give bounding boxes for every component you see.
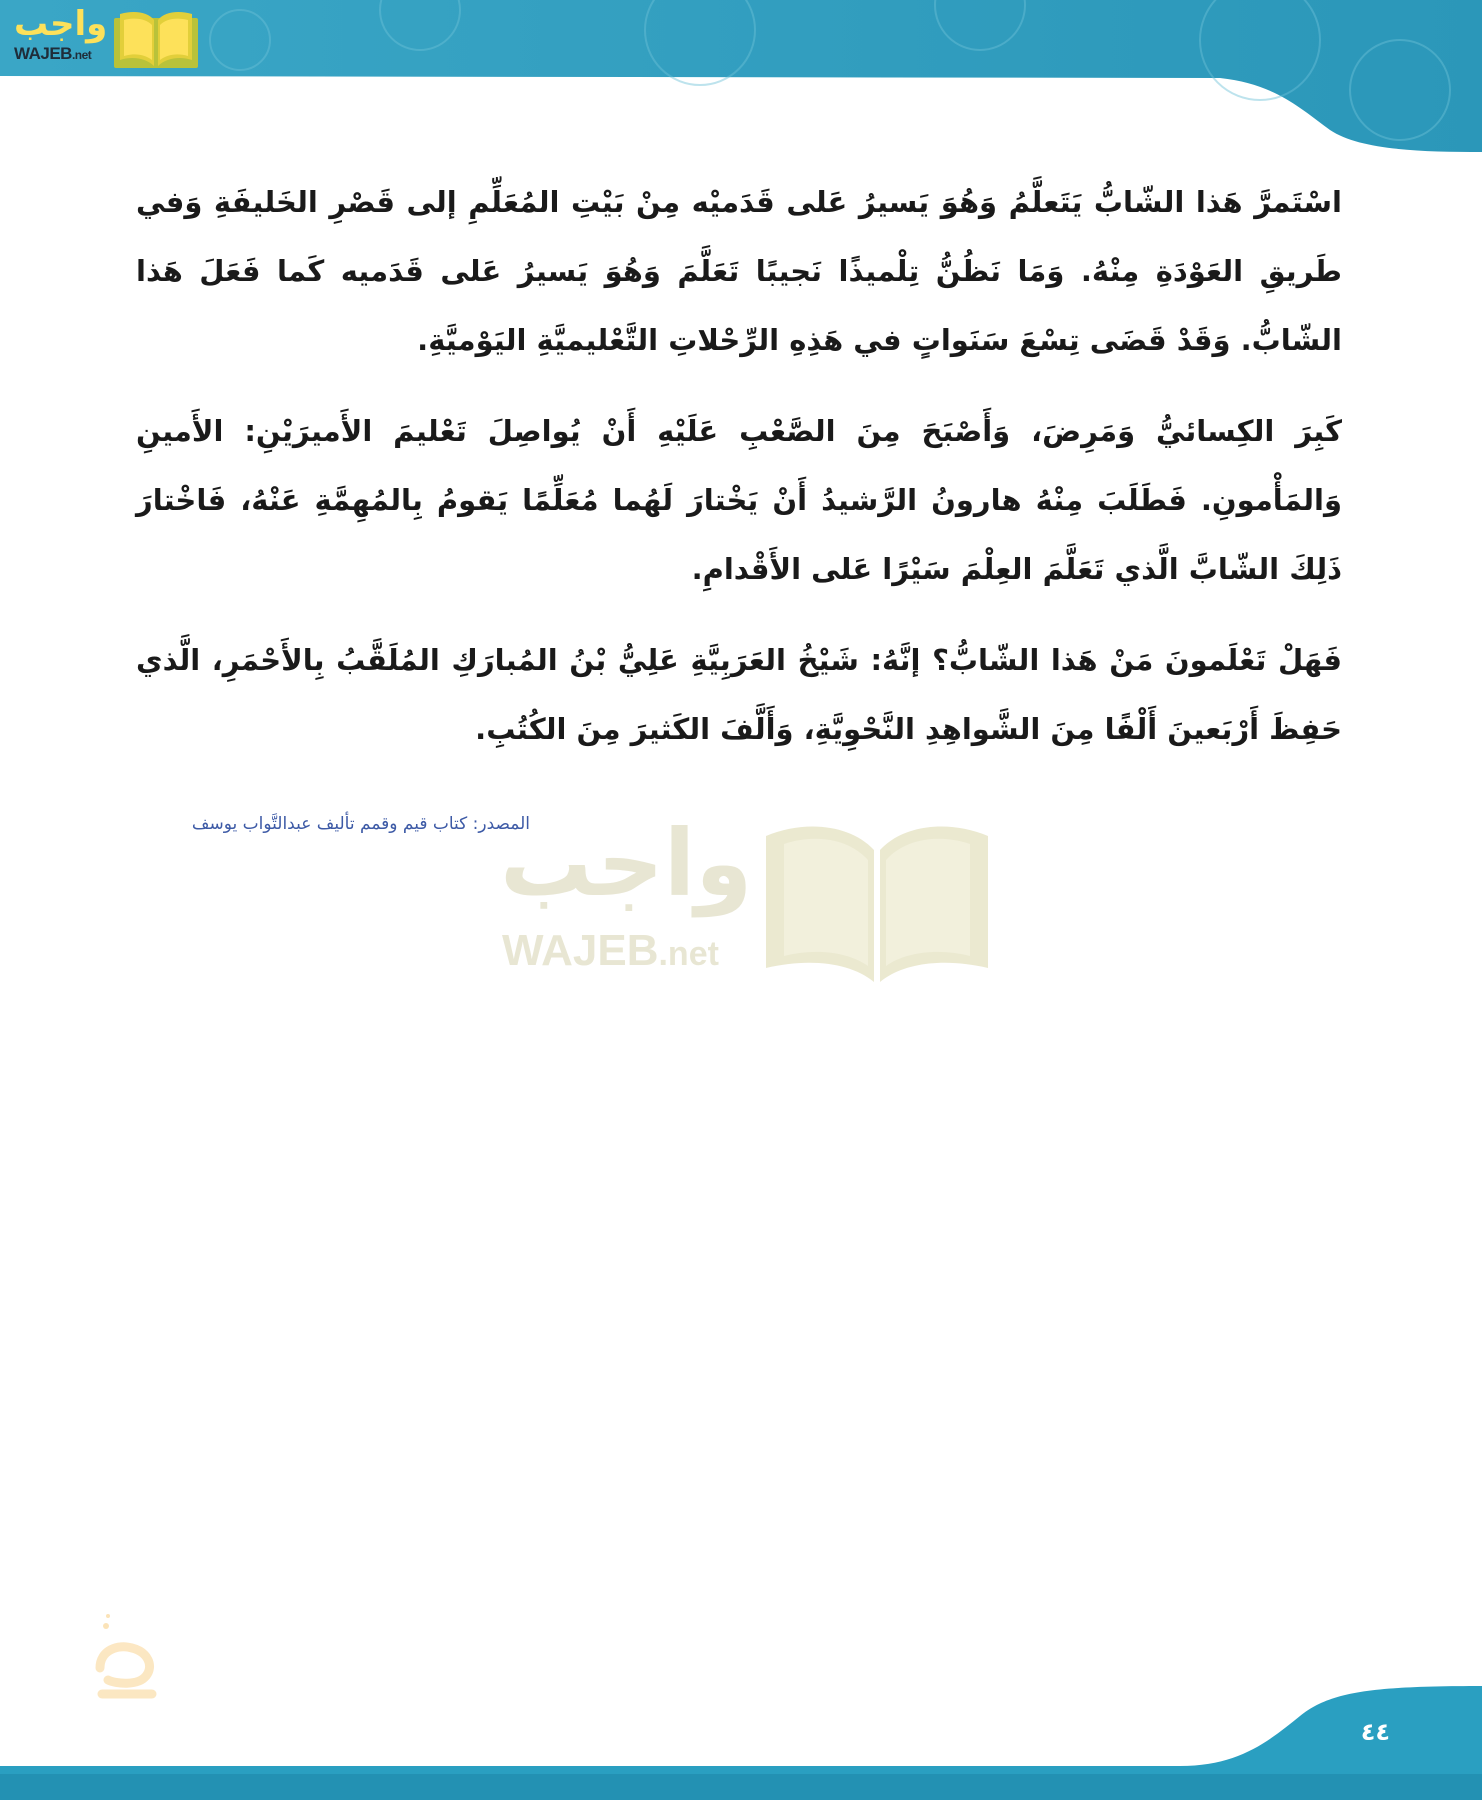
watermark-latin: WAJEB.net (502, 926, 719, 975)
paragraph-2: كَبِرَ الكِسائيُّ وَمَرِضَ، وَأَصْبَحَ مِنَ الصَّعْبِ عَلَيْهِ أَنْ يُواصِلَ تَعْليمَ الأَميرَيْنِ: الأَمينِ وَالمَأْمونِ. فَطَلَبَ مِنْهُ هارونُ الرَّشيدُ أَنْ يَخْتارَ لَهُما مُعَلِّمًا يَقومُ بِالمُهِمَّةِ عَنْهُ، فَاخْتارَ ذَلِكَ الشّابَّ الَّذي تَعَلَّمَ العِلْمَ سَيْرًا عَلى الأَقْدامِ. (136, 414, 1342, 586)
brand-logo-latin: WAJEB.net (14, 44, 92, 63)
watermark-book-icon (764, 816, 990, 984)
source-citation: المصدر: كتاب قيم وقمم تأليف عبدالتَّواب يوسف (191, 814, 530, 834)
brand-logo-arabic: واجب (14, 4, 108, 44)
page-number: ٤٤ (1360, 1718, 1390, 1746)
header-band (0, 0, 1482, 160)
paragraph-1: اسْتَمرَّ هَذا الشّابُّ يَتَعلَّمُ وَهُوَ يَسيرُ عَلى قَدَميْه مِنْ بَيْتِ المُعَلِّمِ إلى قَصْرِ الخَليفَةِ وَفي طَريقِ العَوْدَةِ مِنْهُ. وَمَا نَظُنُّ تِلْميذًا نَجيبًا تَعَلَّمَ وَهُوَ يَسيرُ عَلى قَدَميه كَما فَعَلَ هَذا الشّابُّ. وَقَدْ قَضَى تِسْعَ سَنَواتٍ في هَذِهِ الرِّحْلاتِ التَّعْليميَّةِ اليَوْميَّةِ. (136, 185, 1342, 357)
reading-passage (136, 168, 1342, 786)
watermark-logo (492, 810, 992, 986)
paragraph-3: فَهَلْ تَعْلَمونَ مَنْ هَذا الشّابُّ؟ إنَّهُ: شَيْخُ العَرَبِيَّةِ عَلِيُّ بْنُ المُبارَكِ المُلَقَّبُ بِالأَحْمَرِ، الَّذي حَفِظَ أَرْبَعينَ أَلْفًا مِنَ الشَّواهِدِ النَّحْوِيَّةِ، وَأَلَّفَ الكَثيرَ مِنَ الكُتُبِ. (136, 643, 1342, 746)
brand-logo[interactable] (10, 6, 190, 68)
open-book-icon (114, 10, 198, 68)
watermark-arabic: واجب (500, 810, 753, 917)
footer-band (0, 1680, 1482, 1800)
